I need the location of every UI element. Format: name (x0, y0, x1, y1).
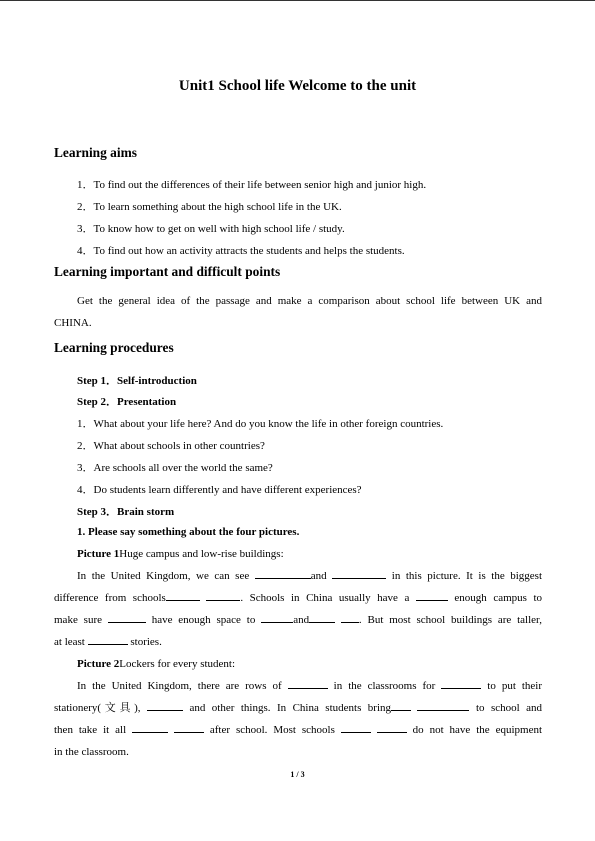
aim-item: 4．To find out how an activity attracts the students and helps the students. (77, 245, 405, 257)
step-1-heading: Step 1．Self-introduction (77, 375, 197, 387)
blank[interactable] (341, 613, 359, 623)
blank[interactable] (147, 701, 183, 711)
text-line: at least stories. (54, 636, 162, 648)
blank[interactable] (341, 723, 371, 733)
blank[interactable] (88, 635, 128, 645)
step-2-heading: Step 2．Presentation (77, 396, 177, 408)
blank[interactable] (441, 679, 481, 689)
blank[interactable] (377, 723, 407, 733)
text-line: difference from schools . Schools in China usually have a enough campus to (54, 592, 542, 604)
blank[interactable] (255, 569, 311, 579)
text-line: In the United Kingdom, we can see and in this picture. It is the biggest (77, 570, 543, 582)
blank[interactable] (309, 613, 335, 623)
picture-label: Picture 2 (77, 658, 120, 670)
procedures-heading: Learning procedures (54, 340, 174, 355)
blank[interactable] (332, 569, 386, 579)
caption-text: Lockers for every student: (119, 658, 236, 670)
blank[interactable] (391, 701, 411, 711)
aim-item: 1．To find out the differences of their life between senior high and junior high. (77, 179, 427, 191)
picture-2-caption (77, 658, 235, 670)
blank[interactable] (261, 613, 293, 623)
text-line: make sure have enough space to and . But most school buildings are taller, (54, 614, 543, 626)
picture-2-paragraph (54, 675, 542, 763)
text-line: CHINA. (54, 317, 92, 329)
picture-1-paragraph (54, 565, 542, 653)
text-line: Get the general idea of the passage and make a comparison about school life between UK and (77, 295, 542, 307)
learning-aims-heading: Learning aims (54, 145, 137, 160)
step-3-heading: Step 3．Brain storm (77, 506, 175, 518)
question-item: 1．What about your life here? And do you know the life in other foreign countries. (77, 418, 444, 430)
question-item: 3．Are schools all over the world the same? (77, 462, 273, 474)
blank[interactable] (108, 613, 146, 623)
question-item: 4．Do students learn differently and have different experiences? (77, 484, 362, 496)
important-points-text (54, 290, 542, 334)
aim-item: 2．To learn something about the high school life in the UK. (77, 201, 342, 213)
header-rule (0, 0, 595, 1)
blank[interactable] (206, 591, 240, 601)
blank[interactable] (417, 701, 469, 711)
aim-item: 3．To know how to get on well with high school life / study. (77, 223, 345, 235)
question-item: 2．What about schools in other countries? (77, 440, 265, 452)
text-line: stationery(文具), and other things. In China students bring to school and (54, 702, 542, 714)
picture-1-caption (77, 548, 284, 560)
task-instruction: 1. Please say something about the four pictures. (77, 526, 300, 538)
text-line: then take it all after school. Most schools do not have the equipment (54, 724, 543, 736)
text-line: in the classroom. (54, 746, 129, 758)
page-number: 1 / 3 (290, 770, 305, 779)
blank[interactable] (416, 591, 448, 601)
important-points-heading: Learning important and difficult points (54, 264, 281, 279)
page-title: Unit1 School life Welcome to the unit (178, 78, 417, 94)
picture-label: Picture 1 (77, 548, 120, 560)
caption-text: Huge campus and low-rise buildings: (119, 548, 284, 560)
text-line: In the United Kingdom, there are rows of in the classrooms for to put their (77, 680, 543, 692)
blank[interactable] (288, 679, 328, 689)
blank[interactable] (174, 723, 204, 733)
blank[interactable] (132, 723, 168, 733)
blank[interactable] (166, 591, 200, 601)
